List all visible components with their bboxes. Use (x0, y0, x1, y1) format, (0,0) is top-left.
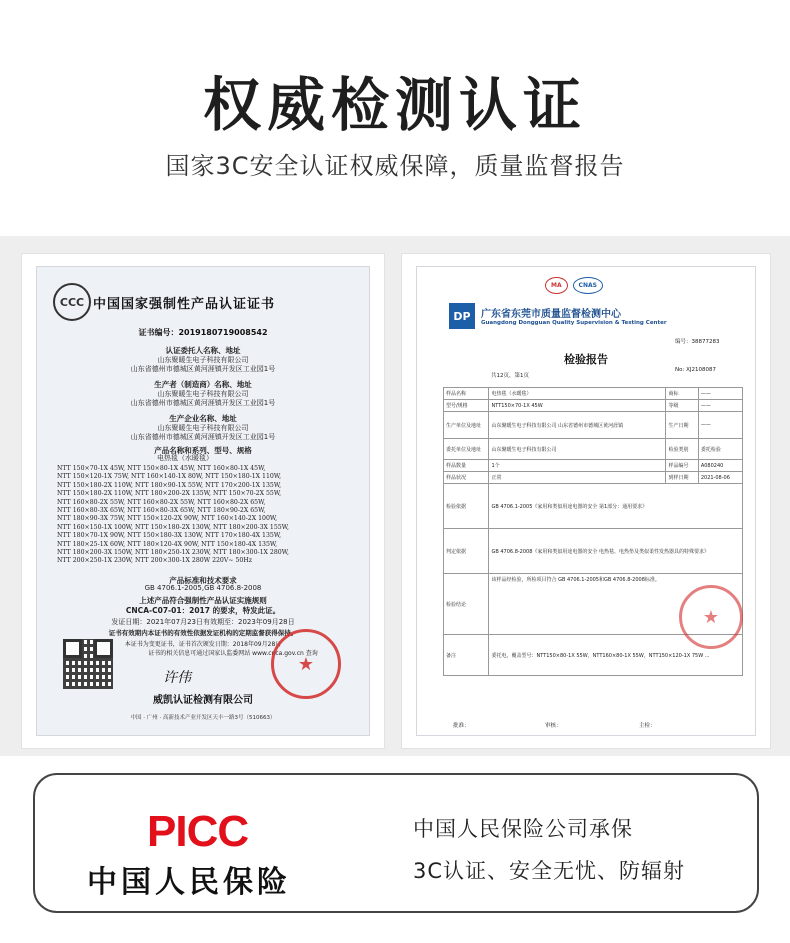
report-title: 检验报告 (564, 353, 608, 366)
cnas-badge-icon: CNAS (573, 277, 603, 294)
model-line: NTT 150×70-1X 45W, NTT 150×80-1X 45W, NTT 160×80-1X 45W, (57, 465, 266, 472)
report-serial: No: XJ2108087 (675, 367, 716, 373)
table-cell: 商标 (666, 388, 698, 400)
table-cell: GB 4706.8-2008《家用和类似用途电器的安全 电热毯、电热垫及类似柔性发热器具的特殊要求》 (489, 529, 743, 574)
table-cell: 判定依据 (444, 529, 489, 574)
table-cell: 样品名称 (444, 388, 489, 400)
report-number: 编号：38877283 (675, 339, 720, 345)
main-inspector-label: 主检： (639, 723, 656, 729)
table-cell: 样品数量 (444, 460, 489, 472)
ma-badge-icon: MA (545, 277, 568, 294)
table-cell: 委托检验 (698, 439, 742, 460)
red-seal-stamp: ★ (271, 629, 341, 699)
report-body (416, 266, 756, 736)
issuing-organization: 威凯认证检测有限公司 (153, 695, 253, 706)
table-cell: 到样日期 (666, 472, 698, 484)
history-note: 本证书为变更证书，证书首次颁发日期：2018年09月28日 (124, 641, 282, 648)
table-row (444, 439, 743, 460)
table-row (444, 388, 743, 400)
certificate-number: 证书编号：2019180719008542 (138, 328, 268, 337)
table-cell: 山东聚暖生电子科技有限公司 山东省德州市德城区黄河涯镇 (489, 412, 666, 439)
table-cell: 型号/规格 (444, 400, 489, 412)
table-cell: 委托电，覆盖型号：NTT150×80-1X 55W，NTT160×80-1X 55W，NTT150×120-1X 75W ... (489, 635, 743, 676)
page-title: 权威检测认证 (202, 71, 587, 139)
report-seal-stamp: ★ (679, 585, 743, 649)
model-line: NTT 150×120-1X 75W, NTT 160×140-1X 80W, NTT 150×180-1X 110W, (57, 473, 282, 481)
organization-address: 中国 · 广州 · 高新技术产业开发区天丰一路3号（510663） (130, 715, 276, 721)
picc-logo-cn: 中国人民保险 (87, 865, 291, 900)
table-cell: 生产日期 (666, 412, 698, 439)
dp-logo-icon: DP (449, 303, 475, 329)
table-cell: NTT150×70-1X 45W (489, 400, 666, 412)
table-cell: 该样品经检验，所检项目符合 GB 4706.1-2005和GB 4706.8-2008标准。 (489, 574, 743, 635)
model-line: NTT 180×70-1X 90W, NTT 150×180-3X 130W, NTT 170×180-4X 135W, (57, 532, 282, 540)
rule-label: 上述产品符合强制性产品认证实施规则 (139, 596, 267, 605)
table-cell: 生产单位及地址 (444, 412, 489, 439)
model-list (57, 465, 325, 566)
standard-label: 产品标准和技术要求 (169, 576, 237, 585)
product-label: 产品名称和系列、型号、规格 (154, 446, 252, 455)
table-row (444, 460, 743, 472)
qr-code-icon (63, 639, 113, 689)
certificate-title: 中国国家强制性产品认证证书 (93, 297, 276, 312)
picc-logo: PICC (147, 807, 249, 856)
issue-dates: 发证日期：2021年07月23日有效期至：2023年09月28日 (111, 618, 295, 626)
insurance-line-1: 中国人民保险公司承保 (413, 817, 633, 841)
model-line: NTT 160×80-2X 55W, NTT 160×80-2X 55W, NTT 160×80-2X 65W, (57, 498, 266, 506)
table-row (444, 472, 743, 484)
accreditation-badges (545, 277, 606, 294)
table-cell: 备注 (444, 635, 489, 676)
product-name: 电热毯（水暖毯） (157, 454, 213, 462)
ccc-certificate (22, 254, 384, 748)
ccc-logo-icon: CCC (53, 283, 91, 321)
applicant-name: 山东聚暖生电子科技有限公司 (157, 356, 249, 364)
table-row (444, 484, 743, 529)
page-subtitle: 国家3C安全认证权威保障，质量监督报告 (165, 152, 625, 180)
query-note: 证书的相关信息可通过国家认监委网站 www.cnca.gov.cn 查询 (148, 650, 318, 657)
maker-name: 山东聚暖生电子科技有限公司 (157, 390, 249, 398)
table-cell: 检验依据 (444, 484, 489, 529)
table-row (444, 412, 743, 439)
table-cell: A080240 (698, 460, 742, 472)
table-cell: 样品状况 (444, 472, 489, 484)
table-cell: 山东聚暖生电子科技有限公司 (489, 439, 666, 460)
table-cell: 正常 (489, 472, 666, 484)
table-cell: —— (698, 400, 742, 412)
report-page: 共12页，第1页 (491, 373, 529, 379)
table-cell: 样品编号 (666, 460, 698, 472)
table-cell: 电热毯（水暖毯） (489, 388, 666, 400)
validity-note: 证书有效期内本证书的有效性依据发证机构的定期监督获得保持。 (108, 629, 298, 637)
table-cell: 1个 (489, 460, 666, 472)
report-organization: 广东省东莞市质量监督检测中心 (481, 309, 621, 320)
factory-name: 山东聚暖生电子科技有限公司 (157, 424, 249, 432)
model-line: NTT 150×180-2X 110W, NTT 180×90-1X 55W, NTT 170×200-1X 135W, (57, 481, 282, 489)
table-cell: —— (698, 412, 742, 439)
certificates-section (0, 236, 790, 756)
approver-label: 批准： (453, 723, 470, 729)
table-cell: 等级 (666, 400, 698, 412)
table-cell: —— (698, 388, 742, 400)
rule-value: CNCA-C07-01：2017 的要求，特发此证。 (125, 606, 281, 615)
model-line: NTT 160×80-3X 65W, NTT 160×80-3X 65W, NTT 180×90-2X 65W, (57, 507, 266, 515)
factory-label: 生产企业名称、地址 (169, 414, 237, 423)
insurance-line-2: 3C认证、安全无忧、防辐射 (413, 859, 686, 883)
model-line: NTT 200×250-1X 230W, NTT 200×300-1X 280W 220V~ 50Hz (57, 557, 253, 565)
model-line: NTT 180×25-1X 60W, NTT 180×120-4X 90W, NTT 150×180-4X 135W, (57, 540, 278, 548)
signature: 许伟 (163, 670, 191, 686)
test-report (402, 254, 770, 748)
table-cell: 检验类别 (666, 439, 698, 460)
report-organization-en: Guangdong Dongguan Quality Supervision & Testing Center (481, 320, 667, 326)
table-row (444, 529, 743, 574)
model-line: NTT 180×90-3X 75W, NTT 150×120-2X 90W, NTT 160×140-2X 100W, (57, 515, 278, 523)
table-cell: GB 4706.1-2005《家用和类似用途电器的安全 第1部分：通用要求》 (489, 484, 743, 529)
maker-address: 山东省德州市德城区黄河涯镇开发区工业园1号 (130, 399, 276, 407)
model-line: NTT 150×180-2X 110W, NTT 180×200-2X 135W, NTT 150×70-2X 55W, (57, 490, 282, 498)
certificate-body (36, 266, 370, 736)
table-cell: 2021-08-06 (698, 472, 742, 484)
checker-label: 审核： (545, 723, 562, 729)
factory-address: 山东省德州市德城区黄河涯镇开发区工业园1号 (130, 433, 276, 441)
model-line: NTT 180×200-3X 150W, NTT 180×250-1X 230W, NTT 180×300-1X 280W, (57, 549, 289, 557)
table-row (444, 400, 743, 412)
model-line: NTT 160×150-1X 100W, NTT 150×180-2X 130W, NTT 180×200-3X 155W, (57, 523, 289, 531)
table-cell: 检验结论 (444, 574, 489, 635)
standard-value: GB 4706.1-2005,GB 4706.8-2008 (144, 584, 262, 592)
applicant-label: 认证委托人名称、地址 (165, 346, 241, 355)
maker-label: 生产者（制造商）名称、地址 (154, 380, 252, 389)
table-cell: 委托单位及地址 (444, 439, 489, 460)
insurance-banner (33, 773, 759, 913)
applicant-address: 山东省德州市德城区黄河涯镇开发区工业园1号 (130, 365, 276, 373)
